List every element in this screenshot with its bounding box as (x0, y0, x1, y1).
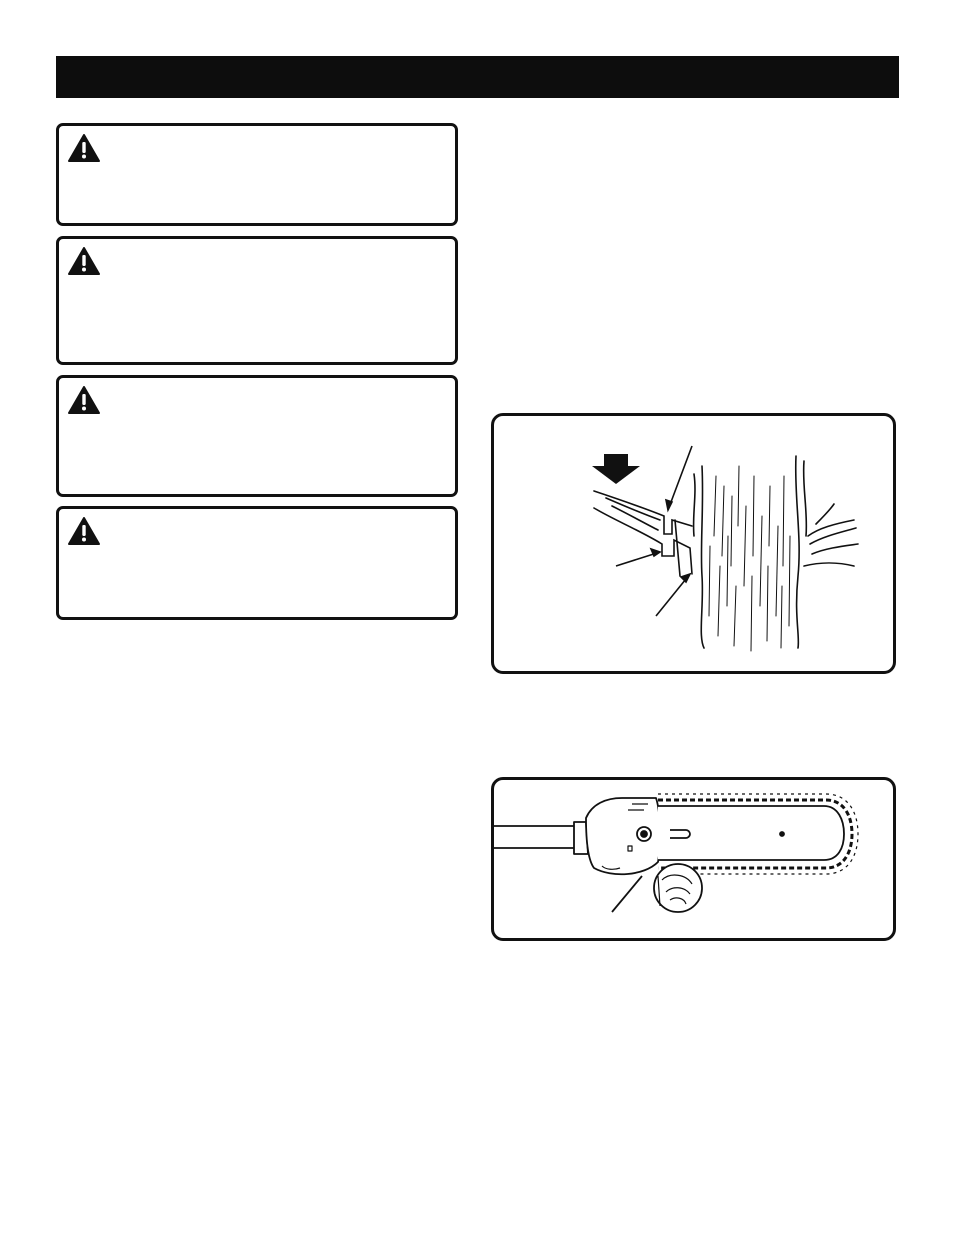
warning-triangle-icon (67, 246, 101, 276)
pole-saw-head-illustration (494, 780, 896, 941)
undercut-branch-illustration (494, 416, 896, 674)
warning-box-3 (56, 375, 458, 497)
warning-triangle-icon (67, 385, 101, 415)
down-arrow-icon (592, 454, 640, 484)
figure-undercut-branch (491, 413, 896, 674)
warning-box-1 (56, 123, 458, 226)
figure-pole-saw-head (491, 777, 896, 941)
header-bar (56, 56, 899, 98)
warning-triangle-icon (67, 516, 101, 546)
warning-triangle-icon (67, 133, 101, 163)
warning-box-2 (56, 236, 458, 365)
warning-box-4 (56, 506, 458, 620)
